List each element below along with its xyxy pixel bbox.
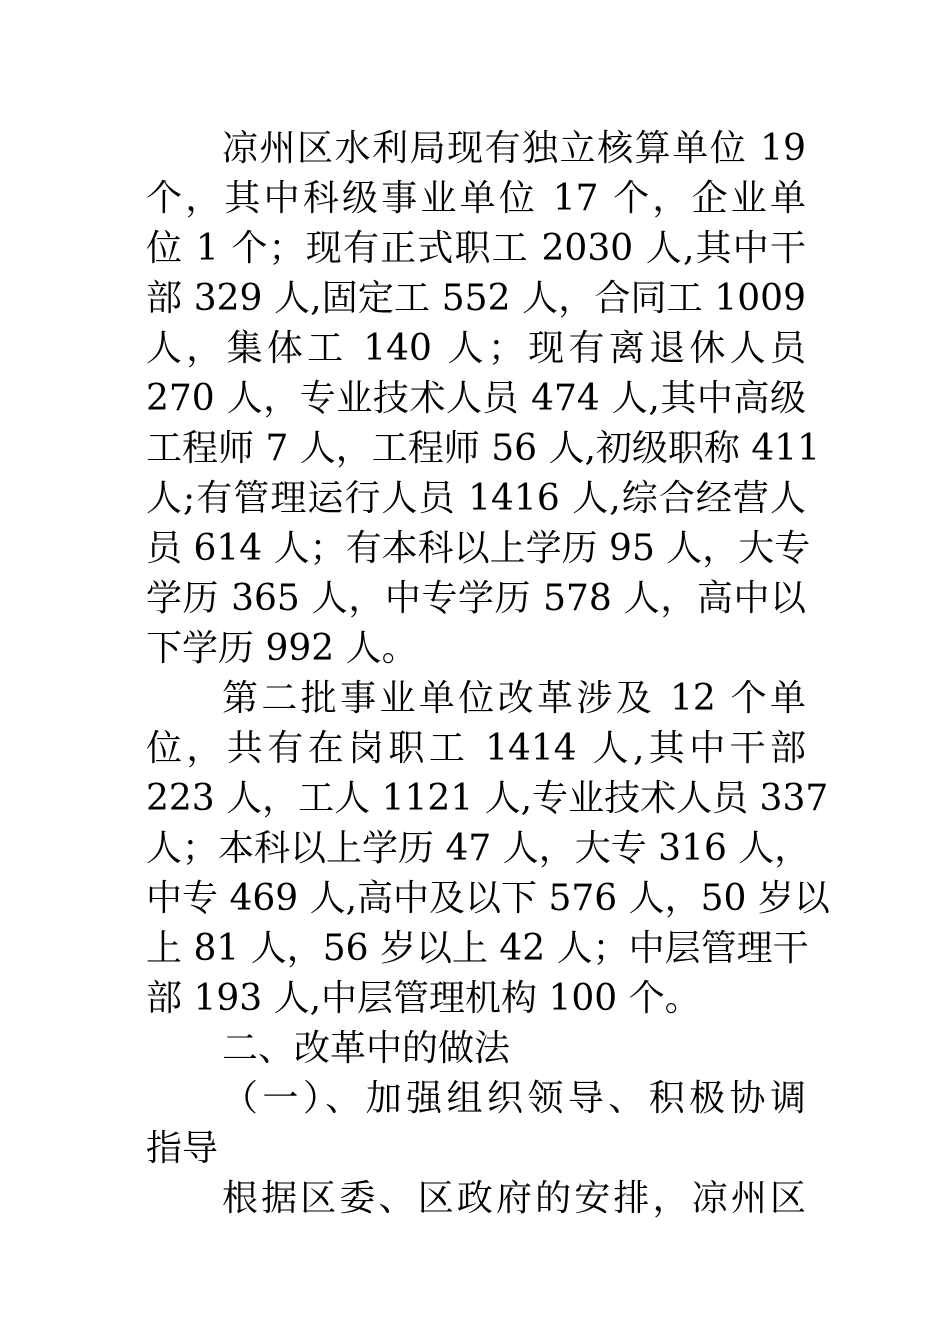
subsection-heading-line-1: （一）、加强组织领导、积极协调 bbox=[222, 1078, 806, 1119]
paragraph-1-line-5: 人，集体工 140 人；现有离退休人员 bbox=[146, 328, 806, 369]
paragraph-2-line-6: 上 81 人，56 岁以上 42 人；中层管理干 bbox=[146, 928, 809, 969]
subsection-heading-line-2: 指导 bbox=[146, 1128, 219, 1169]
paragraph-1-line-3: 位 1 个；现有正式职工 2030 人,其中干 bbox=[146, 228, 806, 269]
document-body bbox=[146, 124, 830, 1224]
paragraph-2-line-5: 中专 469 人,高中及以下 576 人，50 岁以 bbox=[146, 878, 830, 919]
paragraph-2-line-4: 人；本科以上学历 47 人，大专 316 人， bbox=[146, 828, 811, 869]
paragraph-1-line-1: 凉州区水利局现有独立核算单位 19 bbox=[222, 128, 806, 169]
paragraph-1-line-10: 学历 365 人，中专学历 578 人，高中以 bbox=[146, 578, 806, 619]
paragraph-1-line-11: 下学历 992 人。 bbox=[146, 628, 418, 669]
paragraph-1-line-9: 员 614 人；有本科以上学历 95 人，大专 bbox=[146, 528, 811, 569]
paragraph-1-line-4: 部 329 人,固定工 552 人，合同工 1009 bbox=[146, 278, 806, 319]
paragraph-1-line-6: 270 人，专业技术人员 474 人,其中高级 bbox=[146, 378, 806, 419]
paragraph-2-line-1: 第二批事业单位改革涉及 12 个单 bbox=[222, 678, 806, 719]
paragraph-2-line-3: 223 人，工人 1121 人,专业技术人员 337 bbox=[146, 778, 829, 819]
paragraph-1-line-7: 工程师 7 人，工程师 56 人,初级职称 411 bbox=[146, 428, 821, 469]
paragraph-2-line-7: 部 193 人,中层管理机构 100 个。 bbox=[146, 978, 701, 1019]
paragraph-2-line-2: 位，共有在岗职工 1414 人,其中干部 bbox=[146, 728, 806, 769]
section-heading: 二、改革中的做法 bbox=[222, 1028, 511, 1069]
paragraph-3-line-1: 根据区委、区政府的安排，凉州区 bbox=[222, 1178, 806, 1219]
paragraph-1-line-2: 个，其中科级事业单位 17 个，企业单 bbox=[146, 178, 806, 219]
paragraph-1-line-8: 人;有管理运行人员 1416 人,综合经营人 bbox=[146, 478, 806, 519]
